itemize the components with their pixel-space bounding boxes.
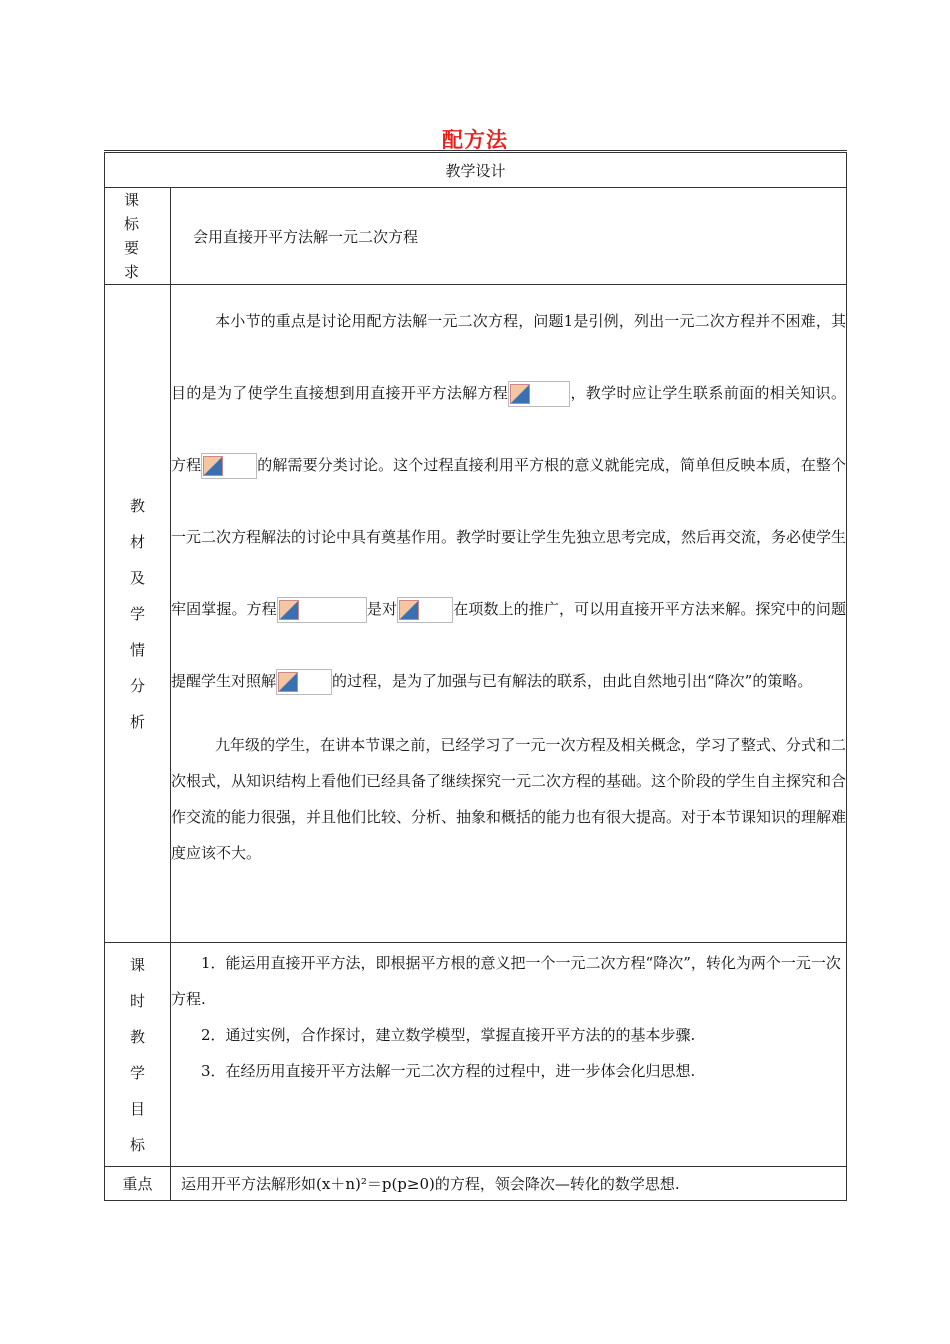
goals-label-char: 标 bbox=[129, 1135, 145, 1154]
key-point-content: 运用开平方法解形如(x＋n)²＝p(p≥0)的方程，领会降次—转化的数学思想. bbox=[171, 1167, 847, 1201]
goals-label-char: 学 bbox=[129, 1063, 145, 1082]
analysis-label bbox=[105, 285, 171, 943]
analysis-text: 本小节的重点是讨论用配方法解一元二次方程，问题1是引例，列出一元二次方程并不困难，其目的是为了使学生直接想到用直接开平方法解方程 bbox=[171, 312, 846, 402]
goals-label-char: 教 bbox=[129, 1027, 145, 1046]
analysis-label-char: 析 bbox=[129, 712, 145, 731]
standard-label bbox=[105, 188, 171, 285]
broken-image-icon bbox=[276, 669, 332, 695]
goals-label-char: 课 bbox=[129, 955, 145, 974]
analysis-text: 的过程，是为了加强与已有解法的联系，由此自然地引出“降次”的策略。 bbox=[332, 672, 813, 690]
goals-label-char: 时 bbox=[129, 991, 145, 1010]
analysis-row bbox=[105, 285, 847, 943]
analysis-label-char: 材 bbox=[129, 532, 145, 551]
analysis-label-char: 情 bbox=[129, 640, 145, 659]
table-header-row bbox=[105, 152, 847, 188]
broken-image-icon bbox=[201, 453, 257, 479]
analysis-paragraph-2: 九年级的学生，在讲本节课之前，已经学习了一元一次方程及相关概念，学习了整式、分式和二次根式，从知识结构上看他们已经具备了继续探究一元二次方程的基础。这个阶段的学生自主探究和合作交流的能力很强，并且他们比较、分析、抽象和概括的能力也有很大提高。对于本节课知识的理解难度应该不大。 bbox=[171, 736, 847, 862]
broken-image-icon bbox=[277, 597, 367, 623]
standard-label-line2: 要 求 bbox=[123, 239, 151, 281]
analysis-label-char: 教 bbox=[129, 496, 145, 515]
broken-image-icon bbox=[397, 597, 453, 623]
analysis-content bbox=[171, 285, 847, 943]
broken-image-icon bbox=[508, 381, 570, 407]
goal-item: 1．能运用直接开平方法，即根据平方根的意义把一个一元二次方程“降次”，转化为两个一元一次方程. bbox=[171, 954, 841, 1008]
goal-item: 3．在经历用直接开平方法解一元二次方程的过程中，进一步体会化归思想. bbox=[201, 1062, 696, 1080]
standard-row bbox=[105, 188, 847, 285]
key-point-label: 重点 bbox=[105, 1167, 171, 1201]
document-title: 配方法 bbox=[442, 128, 508, 152]
lesson-design-table bbox=[104, 150, 847, 1201]
goals-label bbox=[105, 943, 171, 1167]
analysis-text: 的解需要分类讨论。这个过程直接利用平方根的意义就能完成，简单但反映本质，在整个一元二次方程解法的讨论中具有奠基作用。教学时要让学生先独立思考完成，然后再交流，务必使学生牢固掌握。方程 bbox=[171, 456, 847, 618]
analysis-text: ，教学时应让学生联系前面的相关知识。方程 bbox=[171, 384, 846, 474]
key-point-row bbox=[105, 1167, 847, 1201]
analysis-label-char: 分 bbox=[129, 676, 145, 695]
analysis-label-char: 及 bbox=[129, 568, 145, 587]
analysis-paragraph-1 bbox=[171, 285, 846, 717]
analysis-text: 在项数上的推广，可以用直接开平方法来解。探究中的问题提醒学生对照解 bbox=[171, 600, 846, 690]
goal-item: 2．通过实例，合作探讨，建立数学模型，掌握直接开平方法的的基本步骤. bbox=[201, 1026, 696, 1044]
goals-content bbox=[171, 943, 847, 1167]
goals-label-char: 目 bbox=[129, 1099, 145, 1118]
analysis-text: 是对 bbox=[366, 600, 398, 618]
standard-label-line1: 课 标 bbox=[123, 191, 151, 233]
table-header: 教学设计 bbox=[105, 152, 847, 188]
goals-row bbox=[105, 943, 847, 1167]
standard-content: 会用直接开平方法解一元二次方程 bbox=[171, 188, 847, 285]
analysis-label-char: 学 bbox=[129, 604, 145, 623]
